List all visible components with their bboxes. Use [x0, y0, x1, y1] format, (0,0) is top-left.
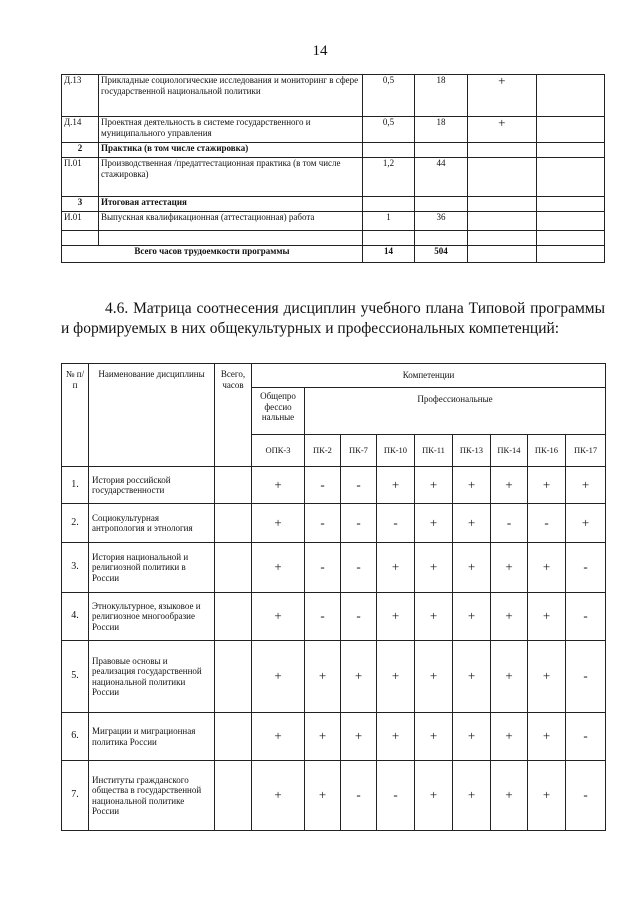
cell-b [536, 158, 605, 197]
matrix-row [62, 543, 606, 593]
curriculum-table [61, 74, 605, 263]
competency-mark: + [415, 713, 453, 761]
cell-a [468, 158, 537, 197]
competency-mark: - [305, 504, 341, 543]
competency-mark: + [252, 593, 305, 641]
competency-mark: + [453, 761, 491, 831]
competency-mark: - [377, 761, 415, 831]
competency-mark: - [341, 467, 377, 504]
competency-mark: + [453, 467, 491, 504]
competency-code: ПК-17 [566, 435, 606, 467]
curriculum-total-row [62, 246, 605, 263]
cell-name: Проектная деятельность в системе государственного и муниципального управления [99, 117, 363, 143]
total-empty-b [536, 246, 605, 263]
competency-mark: - [305, 543, 341, 593]
total-credits: 14 [363, 246, 415, 263]
cell-code: Д.14 [62, 117, 99, 143]
competency-mark: + [491, 761, 528, 831]
row-number: 7. [62, 761, 89, 831]
cell-hours [415, 231, 468, 246]
competency-code: ПК-13 [453, 435, 491, 467]
discipline-name: Социокультурная антропология и этнология [89, 504, 215, 543]
discipline-name: История российской государственности [89, 467, 215, 504]
page-number: 14 [312, 43, 328, 59]
competency-matrix-table [61, 363, 606, 831]
competency-mark: + [528, 593, 566, 641]
competency-mark: + [528, 641, 566, 713]
competency-mark: - [566, 761, 606, 831]
cell-hours: 18 [415, 75, 468, 117]
cell-hours [415, 197, 468, 212]
competency-mark: - [491, 504, 528, 543]
curriculum-row [62, 197, 605, 212]
competency-mark: - [305, 467, 341, 504]
matrix-row [62, 504, 606, 543]
competency-mark: + [252, 467, 305, 504]
discipline-total [215, 543, 252, 593]
competency-code: ПК-7 [341, 435, 377, 467]
cell-code: Д.13 [62, 75, 99, 117]
competency-mark: + [566, 504, 606, 543]
cell-b [536, 212, 605, 231]
cell-code: 2 [62, 143, 99, 158]
competency-mark: + [415, 504, 453, 543]
cell-hours [415, 143, 468, 158]
competency-mark: + [252, 641, 305, 713]
cell-name: Итоговая аттестация [99, 197, 363, 212]
competency-mark: + [528, 543, 566, 593]
competency-mark: + [491, 467, 528, 504]
competency-mark: + [305, 713, 341, 761]
cell-code [62, 231, 99, 246]
competency-mark: + [566, 467, 606, 504]
cell-credits: 0,5 [363, 75, 415, 117]
cell-hours: 18 [415, 117, 468, 143]
competency-mark: + [341, 641, 377, 713]
cell-code: П.01 [62, 158, 99, 197]
competency-mark: - [305, 593, 341, 641]
competency-mark: + [415, 543, 453, 593]
competency-mark: + [341, 713, 377, 761]
competency-code: ПК-2 [305, 435, 341, 467]
discipline-total [215, 593, 252, 641]
matrix-row [62, 467, 606, 504]
cell-a [468, 143, 537, 158]
cell-b [536, 197, 605, 212]
cell-credits: 1 [363, 212, 415, 231]
competency-mark: + [453, 593, 491, 641]
row-number: 5. [62, 641, 89, 713]
matrix-row [62, 641, 606, 713]
total-hours: 504 [415, 246, 468, 263]
curriculum-row [62, 75, 605, 117]
competency-mark: + [415, 467, 453, 504]
discipline-total [215, 641, 252, 713]
competency-mark: - [341, 543, 377, 593]
cell-hours: 44 [415, 158, 468, 197]
cell-name: Прикладные социологические исследования и мониторинг в сфере государственной национальной политики [99, 75, 363, 117]
cell-name: Производственная /предаттестационная практика (в том числе стажировка) [99, 158, 363, 197]
competency-mark: - [566, 543, 606, 593]
discipline-name: История национальной и религиозной политики в России [89, 543, 215, 593]
header-num: № п/п [62, 364, 89, 467]
curriculum-row [62, 158, 605, 197]
header-general: Общепро фессио нальные [252, 388, 305, 435]
competency-mark: + [528, 467, 566, 504]
competency-mark: + [453, 504, 491, 543]
cell-name [99, 231, 363, 246]
competency-mark: + [453, 641, 491, 713]
competency-mark: + [377, 593, 415, 641]
curriculum-row [62, 143, 605, 158]
heading-line-1: 4.6. Матрица соотнесения дисциплин учебного плана Типовой программы [105, 300, 605, 317]
cell-credits: 0,5 [363, 117, 415, 143]
header-name: Наименование дисциплины [89, 364, 215, 467]
competency-code: ОПК-3 [252, 435, 305, 467]
competency-mark: + [415, 641, 453, 713]
discipline-total [215, 713, 252, 761]
cell-credits [363, 143, 415, 158]
section-heading [61, 299, 605, 339]
competency-mark: - [566, 641, 606, 713]
competency-code: ПК-16 [528, 435, 566, 467]
competency-mark: + [491, 713, 528, 761]
cell-credits [363, 231, 415, 246]
cell-credits: 1,2 [363, 158, 415, 197]
cell-a [468, 197, 537, 212]
competency-mark: - [341, 761, 377, 831]
header-professional: Профессиональные [305, 388, 606, 435]
header-total: Всего, часов [215, 364, 252, 467]
row-number: 3. [62, 543, 89, 593]
cell-credits [363, 197, 415, 212]
competency-mark: + [528, 761, 566, 831]
discipline-name: Этнокультурное, языковое и религиозное многообразие России [89, 593, 215, 641]
competency-mark: + [377, 543, 415, 593]
cell-code: И.01 [62, 212, 99, 231]
competency-mark: - [377, 504, 415, 543]
competency-mark: - [528, 504, 566, 543]
discipline-total [215, 504, 252, 543]
competency-mark: + [453, 543, 491, 593]
matrix-row [62, 761, 606, 831]
cell-a: + [468, 75, 537, 117]
competency-code: ПК-14 [491, 435, 528, 467]
discipline-total [215, 467, 252, 504]
competency-mark: + [491, 593, 528, 641]
row-number: 4. [62, 593, 89, 641]
discipline-total [215, 761, 252, 831]
competency-code: ПК-11 [415, 435, 453, 467]
competency-mark: - [341, 593, 377, 641]
header-competencies: Компетенции [252, 364, 606, 388]
cell-name: Выпускная квалификационная (аттестационная) работа [99, 212, 363, 231]
curriculum-row [62, 117, 605, 143]
total-empty-a [468, 246, 537, 263]
curriculum-row [62, 231, 605, 246]
discipline-name: Правовые основы и реализация государственной национальной политики России [89, 641, 215, 713]
row-number: 2. [62, 504, 89, 543]
discipline-name: Институты гражданского общества в государственной национальной политике России [89, 761, 215, 831]
cell-hours: 36 [415, 212, 468, 231]
competency-mark: + [252, 543, 305, 593]
cell-name: Практика (в том числе стажировка) [99, 143, 363, 158]
competency-mark: + [377, 713, 415, 761]
cell-b [536, 143, 605, 158]
competency-mark: + [377, 467, 415, 504]
curriculum-row [62, 212, 605, 231]
cell-a: + [468, 117, 537, 143]
competency-mark: + [415, 593, 453, 641]
competency-mark: + [491, 543, 528, 593]
cell-b [536, 231, 605, 246]
competency-mark: + [528, 713, 566, 761]
competency-mark: - [341, 504, 377, 543]
competency-mark: + [415, 761, 453, 831]
row-number: 1. [62, 467, 89, 504]
competency-mark: - [566, 593, 606, 641]
competency-mark: + [305, 641, 341, 713]
discipline-name: Миграции и миграционная политика России [89, 713, 215, 761]
competency-mark: + [252, 713, 305, 761]
cell-code: 3 [62, 197, 99, 212]
competency-mark: + [252, 504, 305, 543]
cell-b [536, 117, 605, 143]
cell-a [468, 212, 537, 231]
competency-mark: - [566, 713, 606, 761]
matrix-row [62, 713, 606, 761]
competency-mark: + [377, 641, 415, 713]
competency-mark: + [305, 761, 341, 831]
matrix-row [62, 593, 606, 641]
competency-code: ПК-10 [377, 435, 415, 467]
competency-mark: + [252, 761, 305, 831]
total-label: Всего часов трудоемкости программы [62, 246, 363, 263]
competency-mark: + [491, 641, 528, 713]
competency-mark: + [453, 713, 491, 761]
cell-b [536, 75, 605, 117]
heading-line-2: и формируемых в них общекультурных и профессиональных компетенций: [61, 320, 560, 337]
row-number: 6. [62, 713, 89, 761]
cell-a [468, 231, 537, 246]
